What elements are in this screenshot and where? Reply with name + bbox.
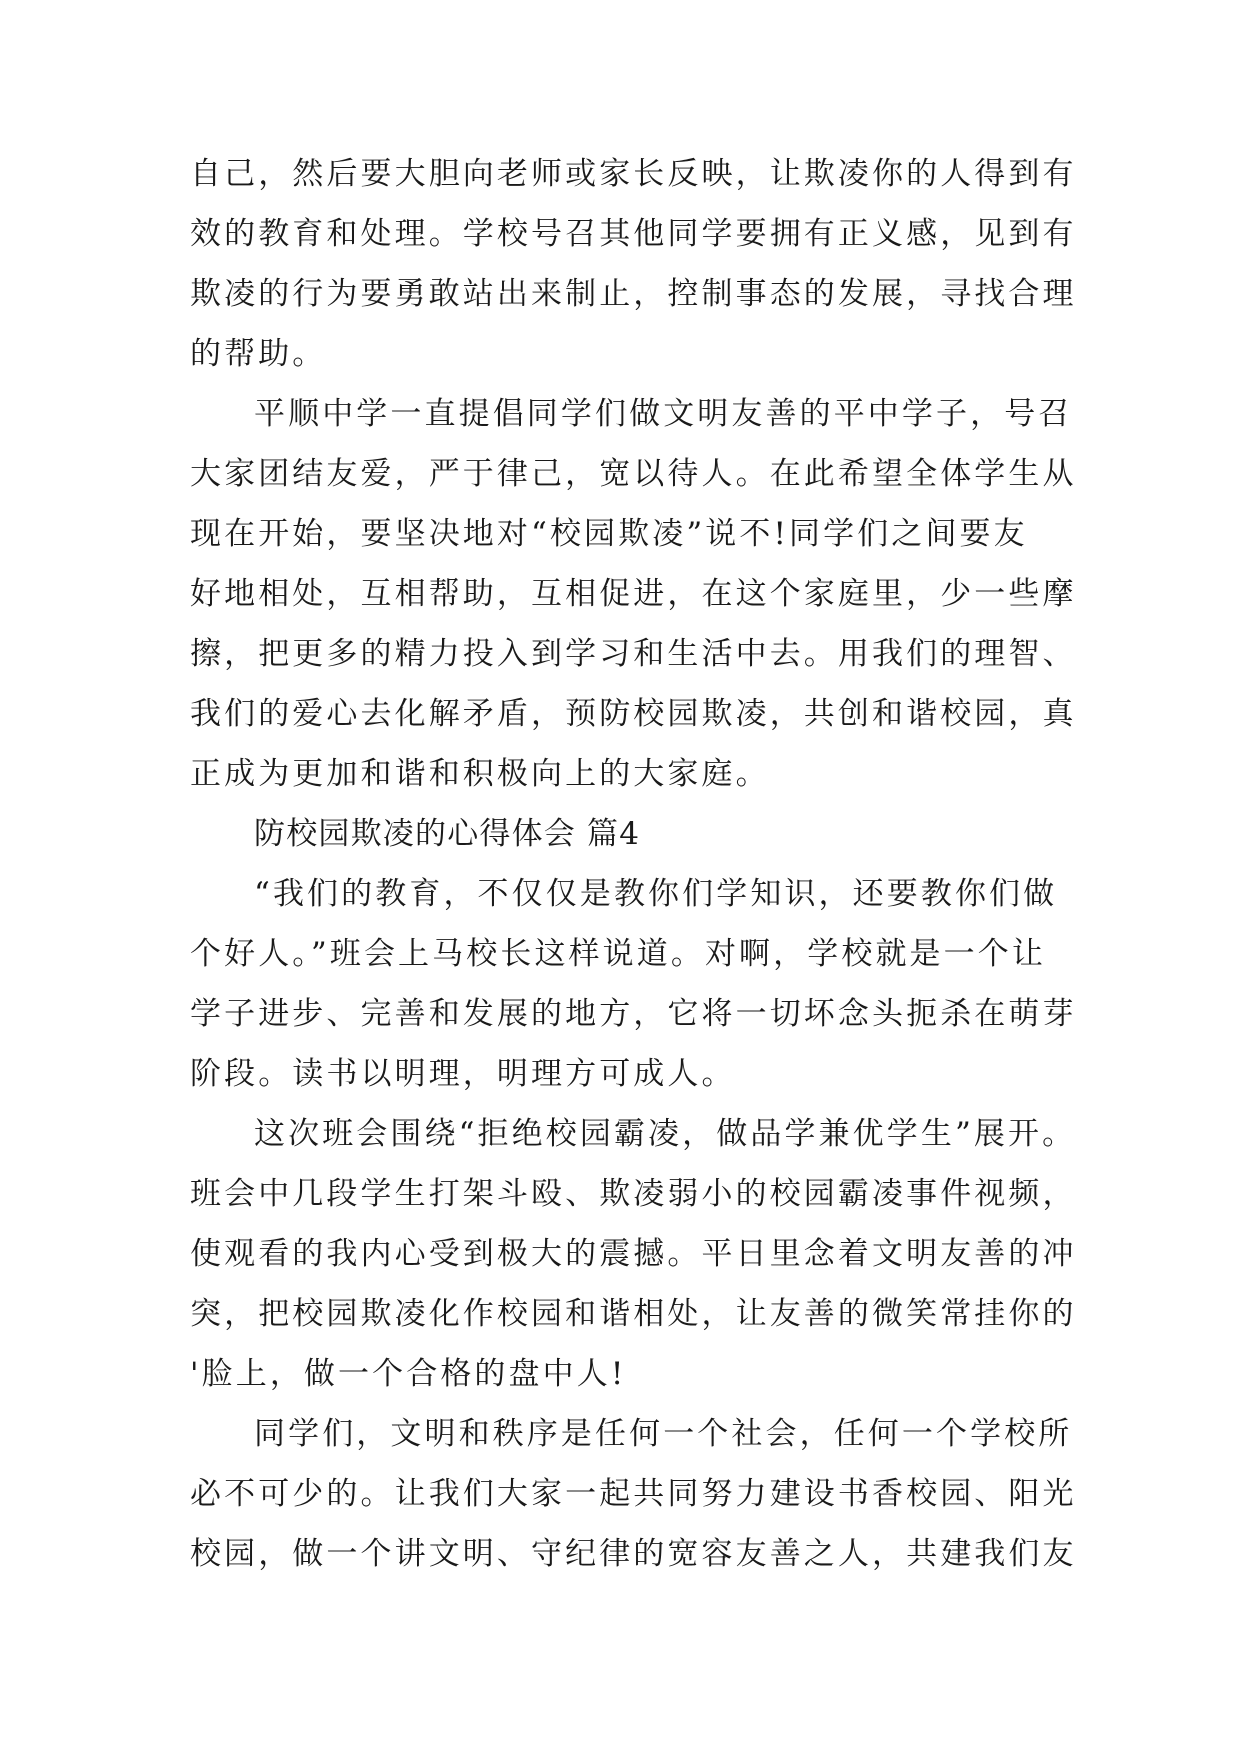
text-line: 欺凌的行为要勇敢站出来制止，控制事态的发展，寻找合理 (190, 276, 1077, 312)
text-line: 校园，做一个讲文明、守纪律的宽容友善之人，共建我们友 (190, 1536, 1077, 1572)
text-line: 学子进步、完善和发展的地方，它将一切坏念头扼杀在萌芽 (190, 996, 1077, 1032)
text-line: 现在开始，要坚决地对“校园欺凌”说不!同学们之间要友 (190, 516, 1028, 552)
paragraph-first-line: 同学们，文明和秩序是任何一个社会，任何一个学校所 (254, 1416, 1073, 1452)
paragraph-first-line: 平顺中学一直提倡同学们做文明友善的平中学子，号召 (254, 396, 1073, 432)
text-line: 突，把校园欺凌化作校园和谐相处，让友善的微笑常挂你的 (190, 1296, 1077, 1332)
text-line: 必不可少的。让我们大家一起共同努力建设书香校园、阳光 (190, 1476, 1077, 1512)
text-line: 使观看的我内心受到极大的震撼。平日里念着文明友善的冲 (190, 1236, 1077, 1272)
text-line: 我们的爱心去化解矛盾，预防校园欺凌，共创和谐校园，真 (190, 696, 1077, 732)
text-line: 效的教育和处理。学校号召其他同学要拥有正义感，见到有 (190, 216, 1077, 252)
text-line: 阶段。读书以明理，明理方可成人。 (190, 1056, 736, 1092)
text-line: 个好人。”班会上马校长这样说道。对啊，学校就是一个让 (190, 936, 1046, 972)
text-line: 的帮助。 (190, 336, 327, 372)
paragraph-first-line: 这次班会围绕“拒绝校园霸凌，做品学兼优学生”展开。 (254, 1116, 1077, 1152)
text-line: '脸上，做一个合格的盘中人! (190, 1356, 627, 1392)
text-line: 擦，把更多的精力投入到学习和生活中去。用我们的理智、 (190, 636, 1077, 672)
text-line: 好地相处，互相帮助，互相促进，在这个家庭里，少一些摩 (190, 576, 1077, 612)
section-heading: 防校园欺凌的心得体会 篇4 (254, 816, 641, 852)
paragraph-first-line: “我们的教育，不仅仅是教你们学知识，还要教你们做 (254, 876, 1058, 912)
text-line: 自己，然后要大胆向老师或家长反映，让欺凌你的人得到有 (190, 156, 1077, 192)
text-line: 大家团结友爱，严于律己，宽以待人。在此希望全体学生从 (190, 456, 1077, 492)
text-line: 班会中几段学生打架斗殴、欺凌弱小的校园霸凌事件视频， (190, 1176, 1077, 1212)
text-line: 正成为更加和谐和积极向上的大家庭。 (190, 756, 770, 792)
